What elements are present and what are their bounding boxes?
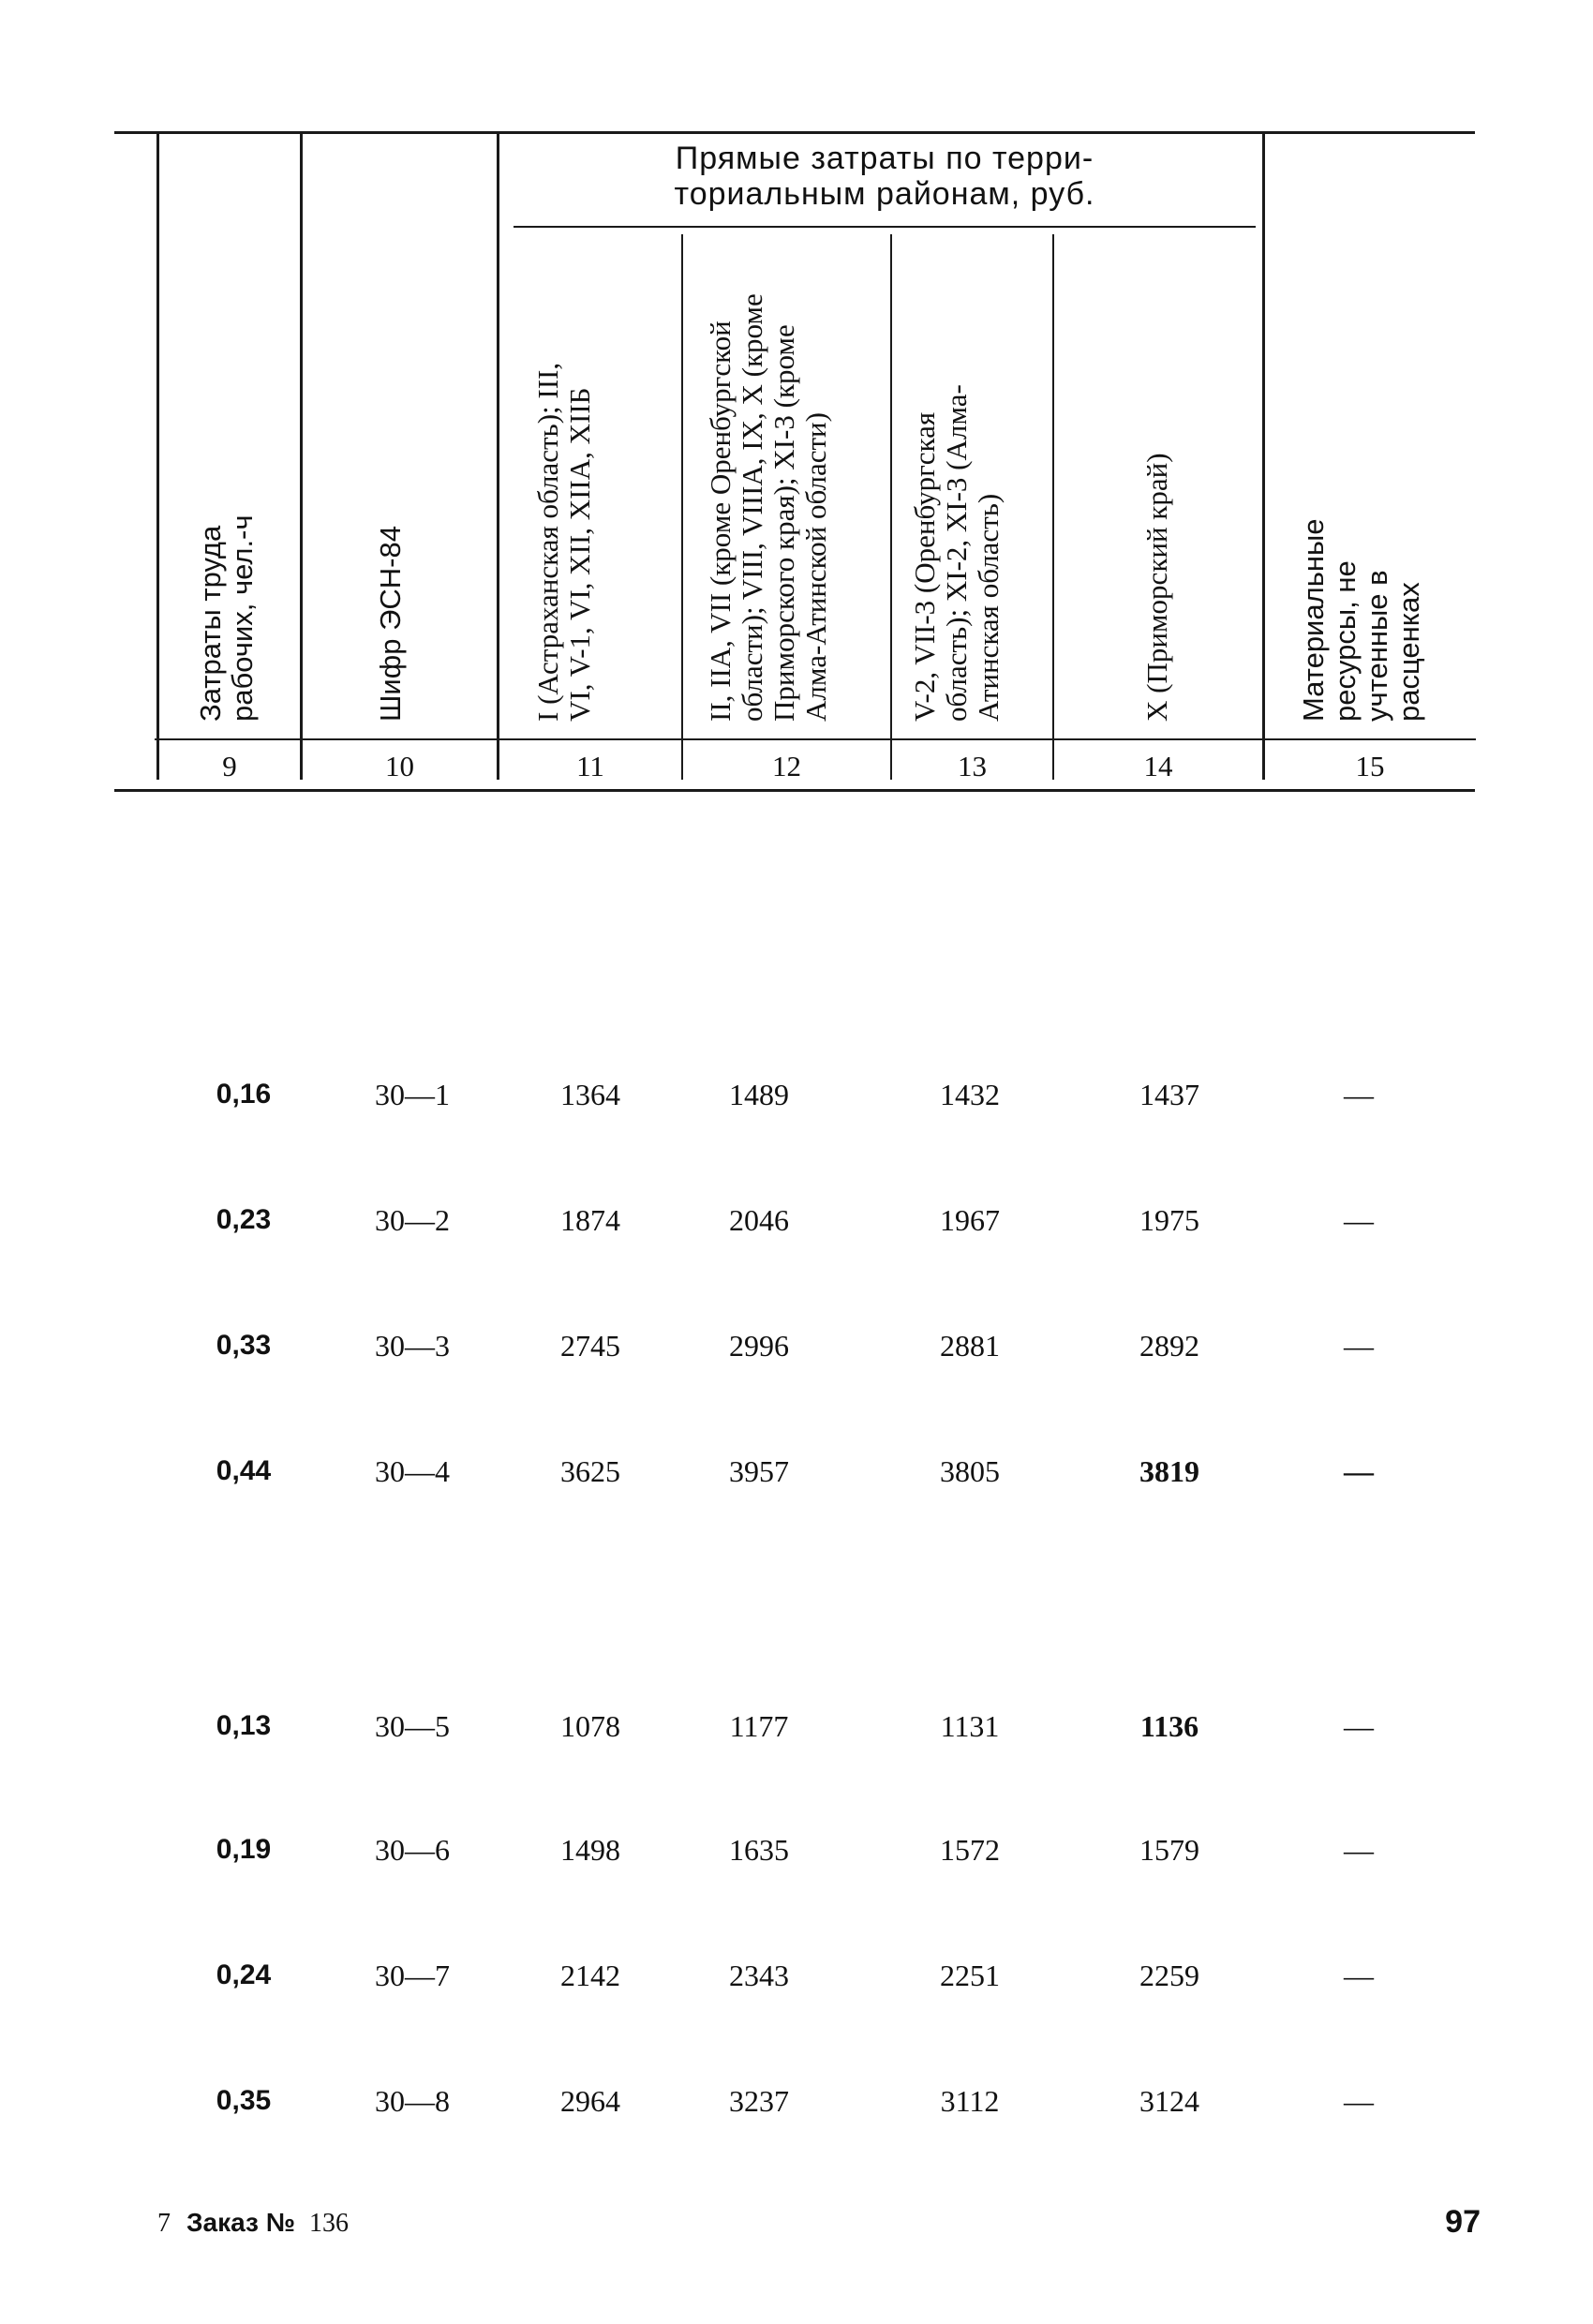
materials-cell: — xyxy=(1344,1329,1374,1363)
region-2-cell: 2046 xyxy=(729,1203,789,1237)
group-header-rule xyxy=(514,226,1256,228)
column-divider xyxy=(497,131,499,780)
labor-cost-cell: 0,35 xyxy=(216,2085,272,2116)
order-label: Заказ № xyxy=(186,2208,295,2237)
table-row xyxy=(0,1322,1593,1369)
order-number: 136 xyxy=(308,2209,349,2238)
region-1-cell: 1364 xyxy=(560,1078,620,1111)
labor-cost-cell: 0,23 xyxy=(216,1204,272,1235)
print-order-note xyxy=(157,2207,349,2240)
header-labor-cost: Затраты труда рабочих, чел.-ч xyxy=(194,514,259,722)
header-region-2: II, IIA, VII (кроме Оренбургской области); VIII, VIIIA, IX, X (кроме Приморского края); XI-3 (кроме Алма-Атинской области) xyxy=(704,293,832,722)
table-row xyxy=(0,1826,1593,1873)
materials-cell: — xyxy=(1344,2084,1374,2118)
region-4-cell: 2892 xyxy=(1139,1329,1199,1363)
region-4-cell: 1136 xyxy=(1139,1709,1199,1743)
materials-cell: — xyxy=(1344,1078,1374,1111)
esn-code-cell: 30—2 xyxy=(375,1203,450,1237)
table-top-rule xyxy=(114,131,1475,134)
column-divider xyxy=(156,131,159,780)
column-divider xyxy=(681,234,683,780)
table-row xyxy=(0,1071,1593,1118)
table-row xyxy=(0,1703,1593,1750)
esn-code-cell: 30—5 xyxy=(375,1709,450,1743)
region-1-cell: 2142 xyxy=(560,1959,620,1992)
materials-cell: — xyxy=(1344,1959,1374,1992)
region-3-cell: 1131 xyxy=(940,1709,1000,1743)
materials-cell: — xyxy=(1344,1454,1374,1488)
header-region-4: X (Приморский край) xyxy=(1140,453,1173,722)
column-number: 12 xyxy=(772,750,801,782)
region-3-cell: 1572 xyxy=(940,1833,1000,1867)
column-number: 9 xyxy=(222,750,237,782)
region-2-cell: 3237 xyxy=(729,2084,789,2118)
region-3-cell: 3112 xyxy=(940,2084,1000,2118)
column-divider xyxy=(1052,234,1054,780)
header-region-1: I (Астраханская область); III, VI, V-1, VI, XII, XIIA, XIIБ xyxy=(531,362,596,722)
region-3-cell: 3805 xyxy=(940,1454,1000,1488)
column-divider xyxy=(890,234,892,780)
materials-cell: — xyxy=(1344,1203,1374,1237)
materials-cell: — xyxy=(1344,1833,1374,1867)
page-number: 97 xyxy=(1445,2204,1481,2240)
column-number: 13 xyxy=(958,750,987,782)
column-divider xyxy=(300,131,303,780)
region-1-cell: 2745 xyxy=(560,1329,620,1363)
region-3-cell: 2251 xyxy=(940,1959,1000,1992)
esn-code-cell: 30—8 xyxy=(375,2084,450,2118)
table-row xyxy=(0,1448,1593,1495)
signature-mark: 7 xyxy=(157,2209,171,2238)
header-region-3: V-2, VII-3 (Оренбургская область); XI-2, XI-3 (Алма-Атинская область) xyxy=(908,384,1005,722)
region-2-cell: 1177 xyxy=(729,1709,789,1743)
region-4-cell: 3819 xyxy=(1139,1454,1199,1488)
region-1-cell: 1078 xyxy=(560,1709,620,1743)
header-materials: Материальные ресурсы, не учтенные в расценках xyxy=(1297,518,1425,722)
header-esn-code: Шифр ЭСН-84 xyxy=(374,526,407,722)
table-row xyxy=(0,2078,1593,2124)
labor-cost-cell: 0,44 xyxy=(216,1455,272,1486)
column-number: 14 xyxy=(1143,750,1173,782)
esn-code-cell: 30—7 xyxy=(375,1959,450,1992)
column-number: 11 xyxy=(576,750,604,782)
region-4-cell: 1975 xyxy=(1139,1203,1199,1237)
header-bottom-rule xyxy=(155,738,1476,740)
region-3-cell: 1432 xyxy=(940,1078,1000,1111)
esn-code-cell: 30—1 xyxy=(375,1078,450,1111)
region-2-cell: 1489 xyxy=(729,1078,789,1111)
region-2-cell: 2343 xyxy=(729,1959,789,1992)
table-header-bottom-rule xyxy=(114,789,1475,792)
region-2-cell: 2996 xyxy=(729,1329,789,1363)
region-2-cell: 1635 xyxy=(729,1833,789,1867)
esn-code-cell: 30—3 xyxy=(375,1329,450,1363)
region-1-cell: 1498 xyxy=(560,1833,620,1867)
labor-cost-cell: 0,16 xyxy=(216,1079,272,1110)
region-1-cell: 3625 xyxy=(560,1454,620,1488)
region-1-cell: 1874 xyxy=(560,1203,620,1237)
region-1-cell: 2964 xyxy=(560,2084,620,2118)
labor-cost-cell: 0,13 xyxy=(216,1710,272,1741)
region-3-cell: 1967 xyxy=(940,1203,1000,1237)
column-number: 10 xyxy=(385,750,414,782)
column-number: 15 xyxy=(1355,750,1385,782)
labor-cost-cell: 0,24 xyxy=(216,1959,272,1990)
region-4-cell: 2259 xyxy=(1139,1959,1199,1992)
direct-costs-group-header: Прямые затраты по терри- ториальным районам, руб. xyxy=(674,141,1095,212)
materials-cell: — xyxy=(1344,1709,1374,1743)
region-4-cell: 1437 xyxy=(1139,1078,1199,1111)
table-row xyxy=(0,1197,1593,1244)
table-row xyxy=(0,1952,1593,1999)
region-4-cell: 3124 xyxy=(1139,2084,1199,2118)
labor-cost-cell: 0,33 xyxy=(216,1330,272,1361)
region-4-cell: 1579 xyxy=(1139,1833,1199,1867)
labor-cost-cell: 0,19 xyxy=(216,1834,272,1865)
esn-code-cell: 30—4 xyxy=(375,1454,450,1488)
column-divider xyxy=(1262,131,1265,780)
region-2-cell: 3957 xyxy=(729,1454,789,1488)
esn-code-cell: 30—6 xyxy=(375,1833,450,1867)
region-3-cell: 2881 xyxy=(940,1329,1000,1363)
